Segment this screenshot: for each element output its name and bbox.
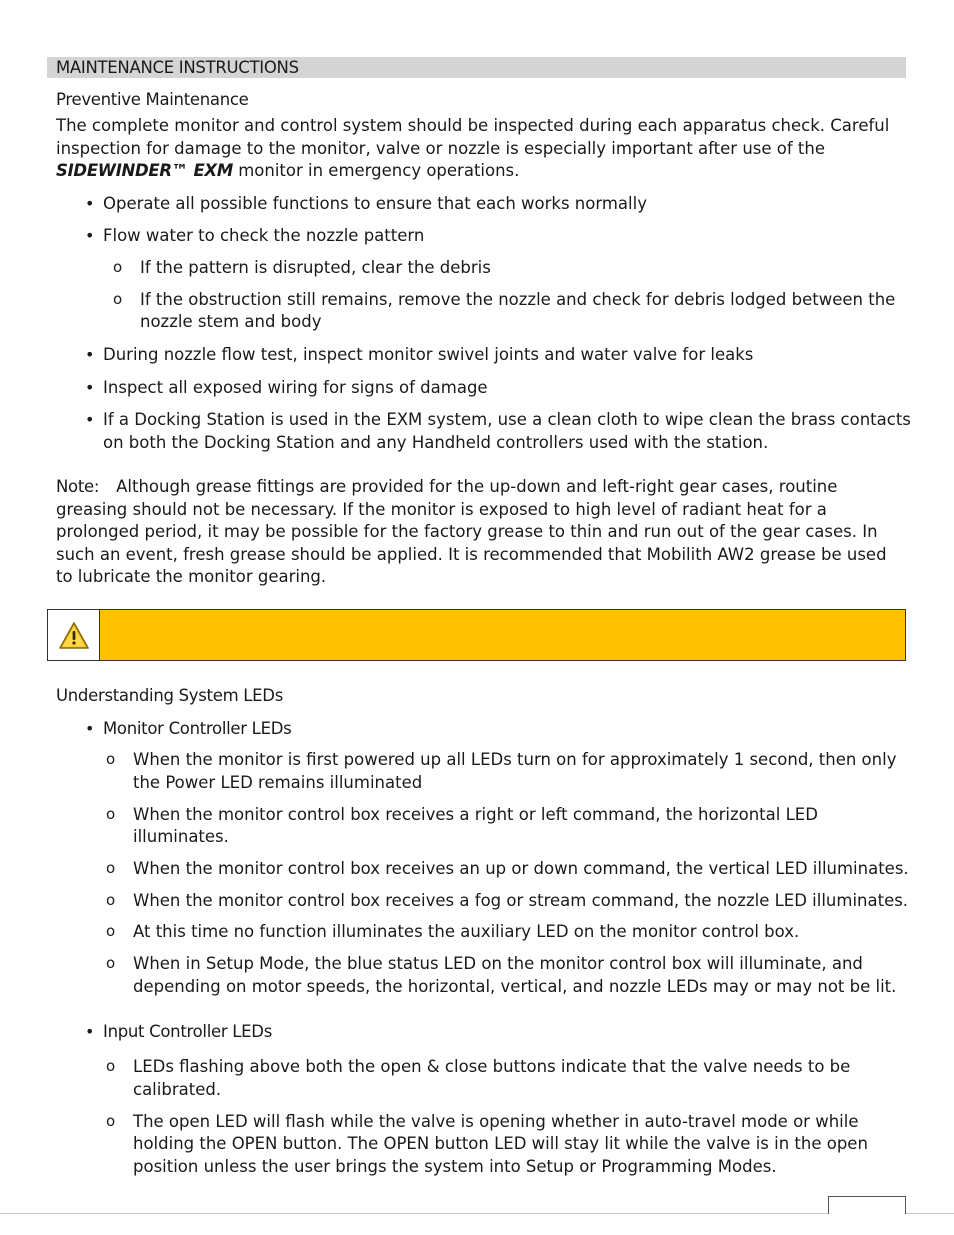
note-line-2: greasing should not be necessary. If the monitor is exposed to high level of radiant heat for a [56,500,827,519]
monitor-led-item: When the monitor control box receives a right or left command, the horizontal LED [133,805,818,824]
brand-name: SIDEWINDER™ EXM [56,161,233,180]
sub-bullet-marker: o [106,891,116,909]
leds-heading: Understanding System LEDs [56,686,284,705]
bullet-marker: • [85,1022,95,1041]
bullet-item: Inspect all exposed wiring for signs of damage [103,378,488,397]
intro-line-2: inspection for damage to the monitor, valve or nozzle is especially important after use of the [56,139,825,158]
intro-line-3-text: monitor in emergency operations. [232,161,520,180]
input-leds-heading: Input Controller LEDs [103,1022,272,1041]
input-led-item: The open LED will flash while the valve is opening whether in auto-travel mode or while [133,1112,859,1131]
input-led-item-cont: position unless the user brings the system into Setup or Programming Modes. [133,1157,777,1176]
sub-bullet-marker: o [113,290,123,308]
monitor-led-item-cont: depending on motor speeds, the horizontal, vertical, and nozzle LEDs may or may not be lit. [133,977,897,996]
note-line-3: prolonged period, it may be possible for the factory grease to thin and run out of the gear cases. In [56,522,878,541]
monitor-led-item-cont: illuminates. [133,827,229,846]
bullet-marker: • [85,410,95,429]
note-line-5: to lubricate the monitor gearing. [56,567,327,586]
intro-line-1: The complete monitor and control system should be inspected during each apparatus check. Careful [56,116,890,135]
sub-bullet-marker: o [106,1057,116,1075]
bullet-marker: • [85,719,95,738]
input-led-item: LEDs flashing above both the open & close buttons indicate that the valve needs to be [133,1057,851,1076]
sub-bullet-item-cont: nozzle stem and body [140,312,322,331]
bullet-item: Operate all possible functions to ensure that each works normally [103,194,647,213]
sub-bullet-item: If the obstruction still remains, remove the nozzle and check for debris lodged between the [140,290,896,309]
warning-triangle-icon [58,621,90,651]
input-led-item-cont: holding the OPEN button. The OPEN button LED will stay lit while the valve is in the open [133,1134,868,1153]
sub-bullet-marker: o [106,1112,116,1130]
section-title: MAINTENANCE INSTRUCTIONS [47,57,906,78]
bullet-marker: • [85,194,95,213]
note-line-1 [56,475,837,498]
monitor-led-item: When the monitor is first powered up all LEDs turn on for approximately 1 second, then only [133,750,897,769]
note-line-4: such an event, fresh grease should be applied. It is recommended that Mobilith AW2 grease be used [56,545,887,564]
page-number-box [828,1196,906,1214]
sub-bullet-marker: o [106,750,116,768]
bullet-marker: • [85,345,95,364]
monitor-led-item: When the monitor control box receives a fog or stream command, the nozzle LED illuminates. [133,891,909,910]
bullet-marker: • [85,378,95,397]
monitor-led-item: When the monitor control box receives an up or down command, the vertical LED illuminates. [133,859,909,878]
sub-bullet-marker: o [106,922,116,940]
sub-bullet-marker: o [106,805,116,823]
bullet-item-cont: on both the Docking Station and any Handheld controllers used with the station. [103,433,769,452]
sub-bullet-item: If the pattern is disrupted, clear the debris [140,258,491,277]
bullet-item: If a Docking Station is used in the EXM system, use a clean cloth to wipe clean the brass contacts [103,410,911,429]
monitor-led-item: When in Setup Mode, the blue status LED on the monitor control box will illuminate, and [133,954,863,973]
warning-box [47,609,906,661]
monitor-led-item-cont: the Power LED remains illuminated [133,773,423,792]
sub-bullet-marker: o [106,954,116,972]
bullet-item: During nozzle flow test, inspect monitor swivel joints and water valve for leaks [103,345,754,364]
sub-bullet-marker: o [106,859,116,877]
intro-line-3 [56,159,906,182]
sub-bullet-marker: o [113,258,123,276]
note-text-1: Although grease fittings are provided for the up-down and left-right gear cases, routine [116,477,838,496]
bullet-marker: • [85,226,95,245]
monitor-led-item: At this time no function illuminates the auxiliary LED on the monitor control box. [133,922,800,941]
warning-icon-cell [48,610,100,660]
bullet-item: Flow water to check the nozzle pattern [103,226,425,245]
input-led-item-cont: calibrated. [133,1080,222,1099]
preventive-heading: Preventive Maintenance [56,90,249,109]
note-label: Note: [56,477,100,496]
footer-rule [0,1213,954,1214]
monitor-leds-heading: Monitor Controller LEDs [103,719,292,738]
